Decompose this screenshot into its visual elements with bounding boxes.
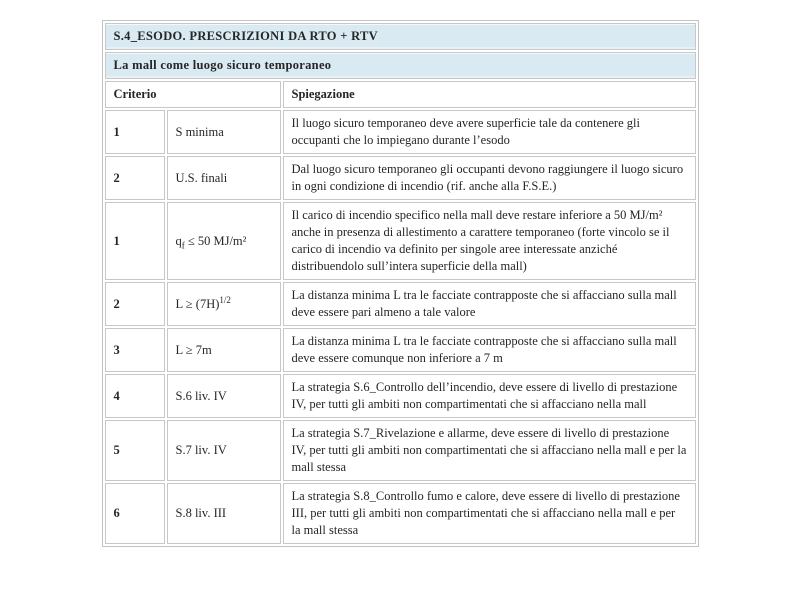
explanation-text: La strategia S.8_Controllo fumo e calore, deve essere di livello di prestazione III, per tutti gli ambiti non compartimentati che si affacciano nella mall e per la mall stessa: [283, 483, 696, 544]
criterion-number: 1: [105, 110, 165, 154]
table-subtitle: La mall come luogo sicuro temporaneo: [105, 52, 696, 79]
formula-base: L ≥ (7H): [175, 296, 220, 311]
criterion-label: [167, 282, 281, 326]
table-title: S.4_ESODO. PRESCRIZIONI DA RTO + RTV: [105, 23, 696, 50]
table-row: [105, 156, 696, 200]
criterion-number: 3: [105, 328, 165, 372]
formula-superscript: 1/2: [219, 294, 231, 305]
table-row: [105, 282, 696, 326]
explanation-text: Dal luogo sicuro temporaneo gli occupanti devono raggiungere il luogo sicuro in ogni condizione di incendio (rif. anche alla F.S.E.): [283, 156, 696, 200]
criterion-label: U.S. finali: [167, 156, 281, 200]
column-header-criterio: Criterio: [105, 81, 281, 108]
criterion-label: [167, 202, 281, 280]
criterion-number: 4: [105, 374, 165, 418]
column-header-spiegazione: Spiegazione: [283, 81, 696, 108]
criterion-number: 1: [105, 202, 165, 280]
title-row: [105, 23, 696, 50]
criterion-label: S.8 liv. III: [167, 483, 281, 544]
explanation-text: La strategia S.7_Rivelazione e allarme, deve essere di livello di prestazione IV, per tutti gli ambiti non compartimentati che si affacciano nella mall e per la mall stessa: [283, 420, 696, 481]
formula-subscript: f: [181, 240, 185, 250]
criterion-label: S minima: [167, 110, 281, 154]
explanation-text: La distanza minima L tra le facciate contrapposte che si affacciano sulla mall deve essere pari almeno a tale valore: [283, 282, 696, 326]
criterion-number: 6: [105, 483, 165, 544]
formula-rest: ≤ 50 MJ/m²: [184, 233, 247, 248]
prescriptions-table: [102, 20, 699, 547]
table-row: [105, 483, 696, 544]
formula-base: q: [175, 233, 182, 248]
subtitle-row: [105, 52, 696, 79]
table-row: [105, 420, 696, 481]
explanation-text: Il luogo sicuro temporaneo deve avere superficie tale da contenere gli occupanti che lo impiegano durante l’esodo: [283, 110, 696, 154]
criterion-number: 5: [105, 420, 165, 481]
table-row: [105, 110, 696, 154]
explanation-text: La distanza minima L tra le facciate contrapposte che si affacciano sulla mall deve essere comunque non inferiore a 7 m: [283, 328, 696, 372]
criterion-label: S.7 liv. IV: [167, 420, 281, 481]
explanation-text: La strategia S.6_Controllo dell’incendio, deve essere di livello di prestazione IV, per tutti gli ambiti non compartimentati che si affacciano nella mall: [283, 374, 696, 418]
criterion-label: L ≥ 7m: [167, 328, 281, 372]
column-header-row: [105, 81, 696, 108]
explanation-text: Il carico di incendio specifico nella mall deve restare inferiore a 50 MJ/m² anche in presenza di allestimento a carattere temporaneo (forte vincolo se il carico di incendio va definito per singole aree interessate anziché distribuendolo sull’intera superficie della mall): [283, 202, 696, 280]
criterion-number: 2: [105, 282, 165, 326]
table-row: [105, 374, 696, 418]
criterion-label: S.6 liv. IV: [167, 374, 281, 418]
table-row: [105, 328, 696, 372]
criterion-number: 2: [105, 156, 165, 200]
table-row: [105, 202, 696, 280]
